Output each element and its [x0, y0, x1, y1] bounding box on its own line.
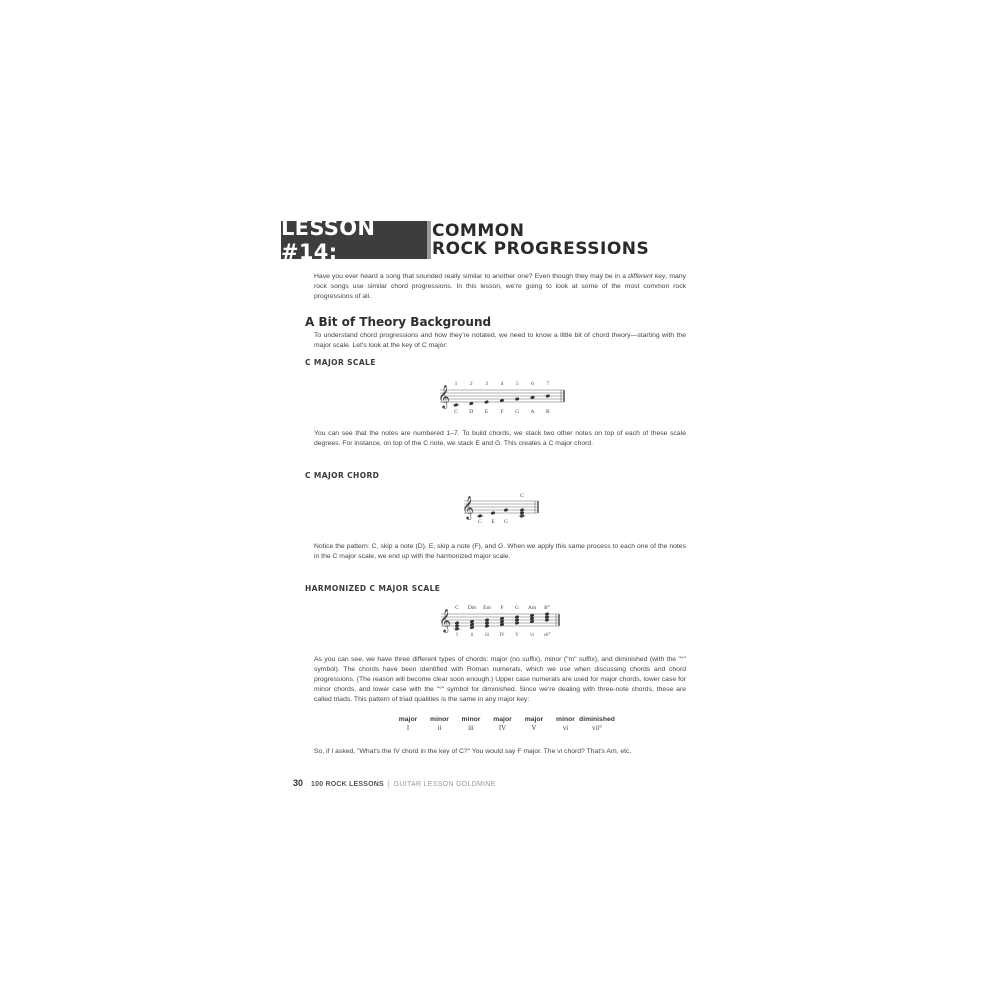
harmonized-chord-symbol: Em	[483, 605, 491, 611]
book-title: 100 ROCK LESSONS	[311, 781, 384, 788]
scale-degree-label: 1	[454, 381, 458, 387]
lesson-number-banner	[281, 216, 431, 264]
quality-numeral: V	[531, 725, 537, 732]
harmonized-numeral: I	[456, 633, 458, 638]
c-major-chord-notation	[460, 491, 542, 529]
harmonized-chord-symbol: B°	[544, 605, 550, 611]
chord-symbol-label: C	[520, 493, 524, 499]
quality-column	[575, 716, 619, 732]
quality-numeral: IV	[498, 725, 507, 732]
scale-note	[515, 397, 520, 401]
scale-note-label: G	[515, 409, 520, 415]
intro-text-1: Have you ever heard a song that sounded really similar to another one? Even though they may be in a	[314, 273, 629, 280]
harmonized-chord-symbol: Dm	[467, 605, 477, 611]
chord-note-label: C	[478, 519, 482, 525]
intro-emphasis: different key	[628, 273, 666, 280]
scale-degree-label: 3	[485, 381, 488, 387]
page-number: 30	[293, 778, 304, 788]
scale-paragraph: You can see that the notes are numbered 1–7. To build chords, we stack two other notes on top of each of these scale degrees. For instance, on top of the C note, we stack E and G. This creates a C major chord.	[314, 430, 686, 447]
c-major-chord-heading: C MAJOR CHORD	[305, 471, 380, 480]
chord-note-label: G	[504, 519, 508, 525]
quality-label: minor	[430, 716, 449, 723]
quality-numeral: iii	[468, 725, 474, 732]
harmonized-numeral: iii	[485, 633, 489, 638]
quality-label: major	[524, 716, 544, 723]
scale-degree-label: 6	[531, 381, 534, 387]
quality-numeral: ii	[437, 725, 442, 732]
quality-label: minor	[556, 716, 575, 723]
treble-clef-icon: 𝄞	[462, 497, 474, 519]
chord-paragraph: Notice the pattern: C, skip a note (D), E, skip a note (F), and G. When we apply this same process to each one of the notes in the C major scale, we end up with the harmonized major scale.	[314, 543, 686, 560]
page-footer	[293, 778, 496, 788]
harmonized-paragraph: As you can see, we have three different types of chords: major (no suffix), minor ("m" suffix), and diminished (with the "°" symbol). The chords have been identified with Roman numerals, which we use when discussing chords and chord progressions. (The reason will become clear soon enough.) Upper case numerals are used for major chords, lower case for minor chords, and lower case with the "°" symbol for diminished. Since we're dealing with three-note chords, these are called triads. This pattern of triad qualities is the same in any major key:	[314, 656, 686, 703]
intro-paragraph	[314, 272, 686, 302]
staff	[464, 501, 538, 513]
scale-degree-label: 7	[546, 381, 550, 387]
harmonized-numeral: V	[515, 633, 519, 638]
scale-note-label: A	[530, 409, 535, 415]
harmonized-chord-symbol: Am	[527, 605, 537, 611]
harmonized-numeral: ii	[470, 633, 474, 638]
chord-note	[504, 508, 509, 512]
harmonized-chord-note	[515, 615, 520, 619]
closing-paragraph: So, if I asked, "What's the IV chord in the key of C?" You would say F major. The vi chord? That's Am, etc.	[314, 748, 632, 755]
harmonized-chord-note	[485, 618, 490, 622]
scale-note-label: F	[500, 409, 504, 415]
treble-clef-icon: 𝄞	[438, 386, 450, 408]
scale-note-label: E	[484, 409, 489, 415]
footer-separator: |	[387, 781, 390, 788]
scale-note-label: D	[469, 409, 474, 415]
quality-label: minor	[461, 716, 481, 723]
lesson-label: LESSON #14:	[281, 216, 376, 264]
harmonized-numeral: IV	[499, 633, 505, 638]
quality-numeral: I	[406, 725, 410, 732]
scale-note-label: C	[454, 409, 458, 415]
harmonized-chord-symbol: C	[455, 605, 459, 611]
quality-numeral: vi	[562, 725, 569, 732]
harmonized-chord-symbol: G	[515, 605, 519, 611]
scale-note	[545, 394, 550, 398]
scale-degree-label: 2	[469, 381, 473, 387]
c-major-scale-notation	[436, 378, 568, 416]
chord-note	[491, 511, 496, 515]
c-major-scale-heading: C MAJOR SCALE	[305, 358, 376, 367]
harmonized-numeral: vii°	[543, 633, 551, 638]
scale-note	[454, 403, 459, 407]
quality-numeral: vii°	[592, 725, 602, 732]
harmonized-chord-symbol: F	[500, 605, 504, 611]
scale-note-label: B	[545, 409, 550, 415]
series-title: GUITAR LESSON GOLDMINE	[393, 781, 496, 788]
theory-paragraph: To understand chord progressions and how they're notated, we need to know a little bit of chord theory—starting with the major scale. Let's look at the key of C major:	[314, 332, 686, 349]
harmonized-numeral: vi	[530, 633, 534, 638]
harmonized-scale-notation	[437, 601, 563, 639]
lesson-title	[432, 222, 649, 258]
chord-note-label: E	[491, 519, 495, 525]
harmonized-chord-note	[545, 612, 550, 616]
intro-text-2: , many rock songs use similar chord progressions. In this lesson, we're going to look at some of the most common rock progressions of all.	[314, 273, 687, 300]
chord-stack-note	[520, 508, 525, 512]
harmonized-scale-heading: HARMONIZED C MAJOR SCALE	[305, 584, 441, 593]
scale-note	[484, 400, 489, 404]
lesson-title-line2: ROCK PROGRESSIONS	[432, 239, 650, 259]
quality-label: major	[493, 716, 512, 723]
chord-note	[478, 514, 483, 518]
section-heading: A Bit of Theory Background	[305, 315, 492, 329]
scale-degree-label: 4	[500, 381, 504, 387]
scale-degree-label: 5	[515, 381, 519, 387]
treble-clef-icon: 𝄞	[439, 610, 451, 632]
quality-label: major	[398, 716, 418, 723]
harmonized-chord-note	[455, 621, 460, 625]
quality-label: diminished	[579, 716, 615, 723]
staff	[441, 614, 559, 626]
lesson-title-line1: COMMON	[432, 221, 525, 241]
